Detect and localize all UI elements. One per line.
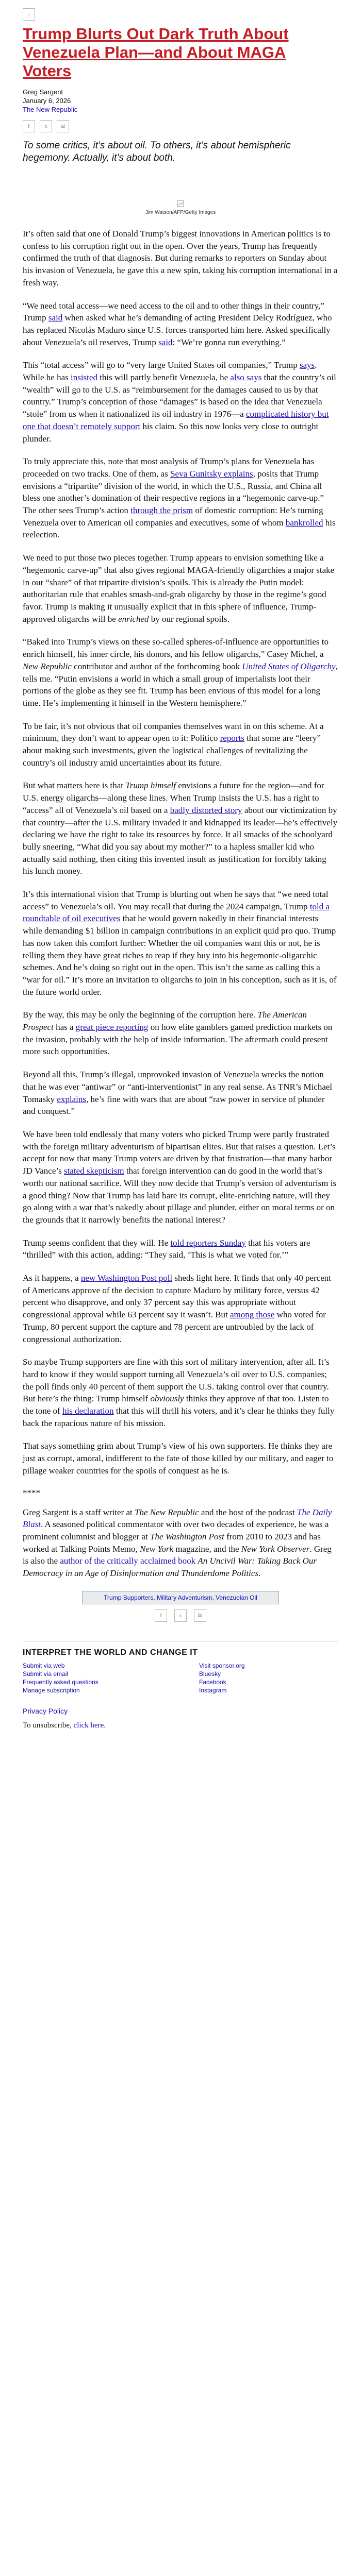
paragraph: To be fair, it’s not obvious that oil companies themselves want in on this scheme. At a minimum, they don’t want to appear open to it: Politico reports that some are “leery” about making such investments, given the logistical challenges of revitalizing the country’s oil industry amid uncertainties about its future. bbox=[23, 721, 324, 768]
hero-image bbox=[155, 172, 206, 209]
image-placeholder-icon: ▫ bbox=[23, 8, 35, 21]
article-dek: To some critics, it’s about oil. To others, it’s about hemispheric hegemony. Actually, it’s about both. bbox=[23, 140, 291, 163]
section-divider: **** bbox=[23, 1487, 40, 1498]
footer-link[interactable]: Submit via email bbox=[23, 1670, 69, 1677]
footer-heading: INTERPRET THE WORLD AND CHANGE IT bbox=[23, 1648, 198, 1657]
article-title[interactable]: Trump Blurts Out Dark Truth About Venezuela Plan—and About MAGA Voters bbox=[23, 25, 289, 80]
author-name: Greg Sargent bbox=[23, 88, 63, 96]
footer-links bbox=[23, 1662, 338, 1694]
inline-link[interactable]: stated skepticism bbox=[63, 1166, 124, 1176]
paragraph: It’s often said that one of Donald Trump’s biggest innovations in American politics is to confess to his corruption right out in the open. Over the years, Trump has frequently confirmed the truth of that diagnosis. But during remarks to reporters on Sunday about his invasion of Venezuela, he gave this a new spin, taking his corruption international in a fresh way. bbox=[23, 229, 338, 287]
social-share-bar bbox=[23, 120, 338, 132]
inline-link[interactable]: his declaration bbox=[62, 1406, 114, 1416]
inline-link[interactable]: also says bbox=[230, 372, 262, 383]
inline-link[interactable]: says bbox=[299, 360, 315, 370]
broken-image-icon bbox=[155, 172, 206, 209]
inline-link[interactable]: through the prism bbox=[130, 505, 193, 516]
privacy-policy bbox=[23, 1707, 338, 1715]
author-bio: Greg Sargent is a staff writer at The New Republic and the host of the podcast The Daily Blast. A seasoned political commentator with over two decades of experience, he was a prominent columnist and blogger at The Washington Post from 2010 to 2023 and has worked at Talking Points Memo, New York magazine, and the New York Observer. Greg is also the author of the critically acclaimed book An Uncivil War: Taking Back Our Democracy in an Age of Disinformation and Thunderdome Politics. bbox=[23, 1507, 332, 1579]
facebook-share-icon[interactable]: f bbox=[155, 1609, 167, 1622]
paragraph: “Baked into Trump’s views on these so-called spheres-of-influence are opportunities to enrich himself, his inner circle, his donors, and his fellow oligarchs,” Casey Michel, a New Republic contributor and author of the forthcoming book United States of Oligarchy, tells me. “Putin envisions a world in which a small group of imperialists loot their portions of the globe as they see fit. Trump has been envious of this model for a long time. He’s implementing it himself in the Western hemisphere.” bbox=[23, 637, 338, 708]
inline-link[interactable]: told a roundtable of oil executives bbox=[23, 901, 330, 924]
publish-date: January 6, 2026 bbox=[23, 97, 71, 105]
tag-link[interactable]: Trump Supporters bbox=[104, 1594, 154, 1601]
article-body bbox=[23, 228, 338, 1477]
footer-link[interactable]: Submit via web bbox=[23, 1662, 65, 1669]
email-container bbox=[23, 0, 338, 1745]
tag-link[interactable]: Venezuelan Oil bbox=[216, 1594, 257, 1601]
email-share-icon[interactable]: ✉ bbox=[57, 120, 69, 132]
inline-link[interactable]: new Washington Post poll bbox=[80, 1273, 173, 1283]
footer-link[interactable]: Bluesky bbox=[199, 1670, 221, 1677]
book-link[interactable]: author of the critically acclaimed book bbox=[60, 1556, 196, 1566]
social-share-bar-bottom bbox=[23, 1609, 338, 1622]
inline-link[interactable]: complicated history but one that doesn’t remotely support bbox=[23, 409, 329, 431]
publication-link[interactable]: The New Republic bbox=[23, 106, 78, 113]
inline-link[interactable]: great piece reporting bbox=[75, 1022, 149, 1032]
inline-link[interactable]: said bbox=[158, 337, 173, 347]
x-share-icon[interactable]: x bbox=[174, 1609, 187, 1622]
paragraph: So maybe Trump supporters are fine with this sort of military intervention, after all. It’s hard to know if they would support turning all Venezuela’s oil over to U.S. companies; the poll finds only 40 percent of them support the U.S. taking control over that country. But here’s the thing: Trump himself obviously thinks they approve of that too. Listen to the tone of his declaration that this will thrill his voters, and it’s clear he thinks they fully back the rapacious nature of his mission. bbox=[23, 1357, 335, 1428]
footer-link[interactable]: Instagram bbox=[199, 1686, 227, 1694]
podcast-link[interactable]: The Daily Blast bbox=[23, 1507, 332, 1530]
footer-link[interactable]: Frequently asked questions bbox=[23, 1678, 99, 1686]
paragraph: It’s this international vision that Trump is blurting out when he says that “we need total access” to Venezuela’s oil. You may recall that during the 2024 campaign, Trump told a roundtable of oil executives that he would govern nakedly in their financial interests while demanding $1 billion in campaign contributions in an explicit quid pro quo. Trump has now taken this comfort further: Whether the oil companies want this or not, he is telling them they have great riches to reap if they buy into his hegemonic-oligarchic schemes. And he’s doing so right out in the open. This isn’t the same as calling this a “war for oil.” It’s more an invitation to oligarchs to join in his conception, such as it is, of the future world order. bbox=[23, 889, 337, 997]
footer-right-column bbox=[180, 1662, 338, 1694]
footer-left-column bbox=[23, 1662, 180, 1694]
footer-link[interactable]: Facebook bbox=[199, 1678, 226, 1686]
inline-link[interactable]: said bbox=[48, 313, 63, 323]
unsubscribe-link[interactable]: click here bbox=[73, 1721, 104, 1730]
inline-link[interactable]: explains bbox=[57, 1094, 86, 1104]
inline-link[interactable]: bankrolled bbox=[285, 517, 323, 528]
inline-link[interactable]: badly distorted story bbox=[170, 805, 242, 815]
newsletter-footer bbox=[23, 1641, 338, 1694]
tag-link[interactable]: Military Adventurism bbox=[157, 1594, 212, 1601]
paragraph: Beyond all this, Trump’s illegal, unprovoked invasion of Venezuela wrecks the notion that he was ever “antiwar” or “anti-interventionist” in any real sense. As TNR’s Michael Tomasky explains, he’s fine with wars that are about “raw power in service of plunder and conquest.” bbox=[23, 1070, 333, 1116]
image-credit: Jim Watson/AFP/Getty Images bbox=[145, 210, 216, 215]
paragraph: As it happens, a new Washington Post poll sheds light here. It finds that only 40 percent of Americans approve of the decision to capture Maduro by military force, versus 42 percent who disapprove, and only 37 percent say this was appropriate without congressional approval while 63 percent say it wasn’t. But among those who voted for Trump, 80 percent support the capture and 78 percent are untroubled by the lack of congressional authorization. bbox=[23, 1273, 331, 1344]
paragraph: We need to put those two pieces together. Trump appears to envision something like a “hegemonic carve-up” that also gives regional MAGA-friendly oligarchies a major stake in our “share” of that tripartite division’s spoils. This is already the Putin model: authoritarian rule that enables smash-and-grab oligarchy by those in the regime’s good favor. Trump is making it unusually explicit that in this sphere of influence, Trump-approved oligarchs will be enriched by our regional spoils. bbox=[23, 553, 335, 624]
paragraph: That says something grim about Trump’s view of his own supporters. He thinks they are just as corrupt, amoral, indifferent to the fate of those killed by our military, and eager to pillage weaker countries for the spoils of conquest as he is. bbox=[23, 1441, 334, 1476]
inline-link[interactable]: reports bbox=[220, 733, 244, 743]
x-share-icon[interactable]: x bbox=[40, 120, 52, 132]
inline-link[interactable]: insisted bbox=[71, 372, 97, 383]
paragraph: By the way, this may be only the beginning of the corruption here. The American Prospect has a great piece reporting on how elite gamblers gamed prediction markets on the invasion, probably with the help of inside information. The aftermath could present more such opportunities. bbox=[23, 1010, 333, 1057]
email-share-icon[interactable]: ✉ bbox=[194, 1609, 206, 1622]
byline bbox=[23, 88, 338, 114]
facebook-share-icon[interactable]: f bbox=[23, 120, 35, 132]
paragraph: Trump seems confident that they will. He told reporters Sunday that his voters are “thrilled” with this action, adding: “They said, ‘This is what we voted for.’” bbox=[23, 1238, 310, 1260]
paragraph: We have been told endlessly that many voters who picked Trump were partly frustrated with the foreign military adventurism of bipartisan elites. But that raises a question. Let’s accept for now that many Trump voters are driven by that frustration—that many harbor JD Vance’s stated skepticism that foreign intervention can do good in the world that’s worth our national sacrifice. Will they now decide that Trump’s version of adventurism is a good thing? Now that Trump has laid bare its corrupt, elite-enriching nature, will they go along with a war that’s nakedly about pillage and plunder, either on moral terms or on the grounds that it narrowly benefits the national interest? bbox=[23, 1129, 337, 1225]
paragraph: But what matters here is that Trump himself envisions a future for the region—and for U.S. energy oligarchs—along these lines. When Trump insists the U.S. has a right to “access” all of Venezuela’s oil based on a badly distorted story about our victimization by that country—after the U.S. military invaded it and kidnapped its leader—he’s effectively declaring we have the right to take its resources by force. It all smacks of the schoolyard bully sneering, “What did you say about my mother?” to a hapless smaller kid who actually said nothing, then citing this invented insult as justification for forcibly taking his lunch money. bbox=[23, 781, 338, 876]
inline-link[interactable]: Seva Gunitsky explains bbox=[170, 468, 253, 479]
inline-link[interactable]: among those bbox=[229, 1310, 275, 1320]
paragraph: “We need total access—we need access to the oil and to other things in their country,” Trump said when asked what he’s demanding of acting President Delcy Rodríguez, who has replaced Nicolás Maduro since U.S. forces transported him here. Asked specifically about Venezuela’s oil reserves, Trump said: “We’re gonna run everything.” bbox=[23, 300, 332, 347]
inline-link[interactable]: United States of Oligarchy bbox=[242, 661, 336, 671]
inline-link[interactable]: told reporters Sunday bbox=[170, 1238, 246, 1248]
paragraph: This “total access” will go to “very large United States oil companies,” Trump says. While he has insisted this will partly benefit Venezuela, he also says that the country’s oil “wealth” will go to the U.S. as “reimbursement for the damages caused to us by that country.” Trump’s conception of those “damages” is based on the idea that Venezuela “stole” from us when it nationalized its oil industry in 1976—a complicated history but one that doesn’t remotely support his claim. So this now looks very close to outright plunder. bbox=[23, 360, 336, 444]
tags-box: Trump Supporters, Military Adventurism, Venezuelan Oil bbox=[82, 1591, 279, 1604]
footer-link[interactable]: Visit sponsor.org bbox=[199, 1662, 245, 1669]
paragraph: To truly appreciate this, note that most analysis of Trump’s plans for Venezuela has proceeded on two tracks. One of them, as Seva Gunitsky explains, posits that Trump envisions a “tripartite” division of the world, in which the U.S., Russia, and China all bless one another’s domination of their respective regions in a “hegemonic carve-up.” The other sees Trump’s action through the prism of domestic corruption: He’s turning Venezuela over to American oil companies and executives, some of whom bankrolled his reelection. bbox=[23, 456, 336, 540]
footer-link[interactable]: Manage subscription bbox=[23, 1686, 80, 1694]
unsubscribe-line: To unsubscribe, click here. bbox=[23, 1721, 106, 1730]
privacy-policy-link[interactable]: Privacy Policy bbox=[23, 1706, 68, 1715]
